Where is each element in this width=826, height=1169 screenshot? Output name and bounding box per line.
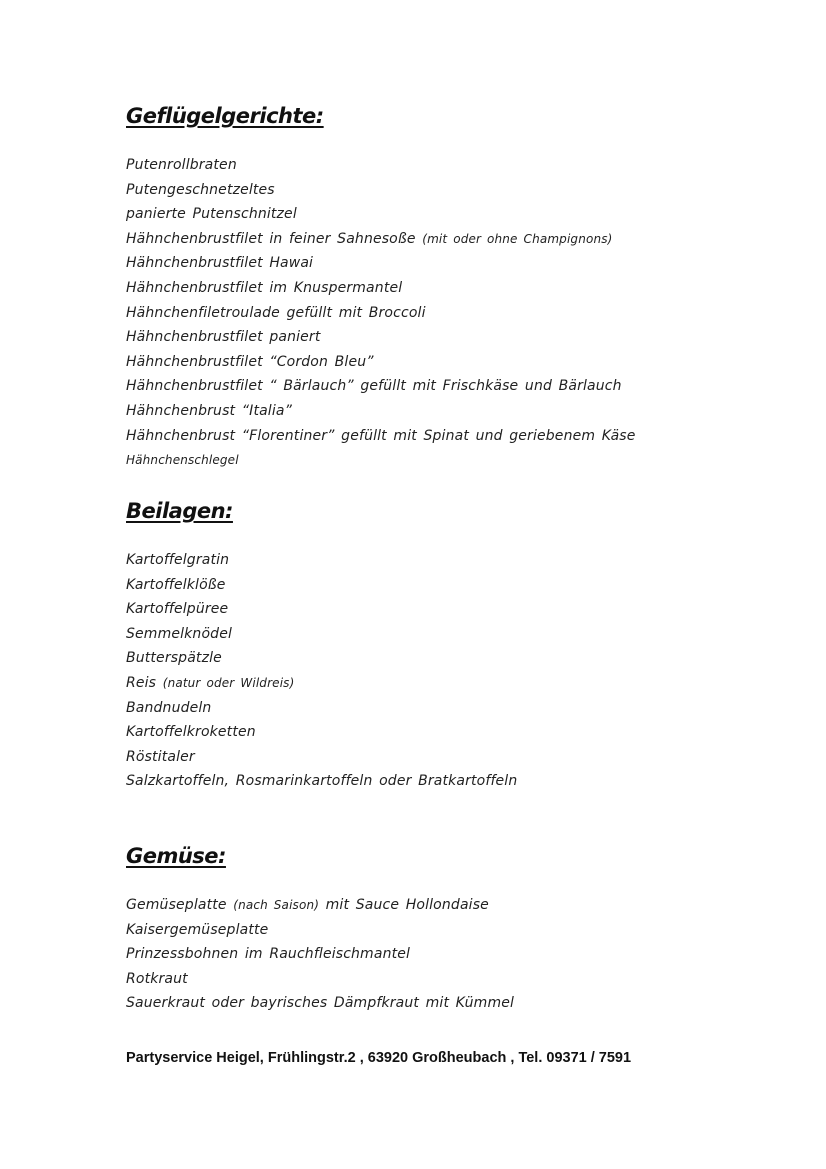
item-text: Röstitaler (126, 748, 195, 765)
gefluegel-list (126, 153, 636, 473)
list-item (126, 153, 636, 178)
list-item (126, 350, 636, 375)
list-item (126, 696, 517, 721)
list-item (126, 276, 636, 301)
list-item (126, 227, 636, 252)
item-text: Hähnchenbrustfilet im Knuspermantel (126, 279, 403, 296)
section-heading-gemuese: Gemüse: (126, 844, 226, 868)
item-text: Reis (126, 674, 163, 691)
list-item (126, 251, 636, 276)
item-note: (natur oder Wildreis) (162, 675, 295, 690)
item-text: Kaisergemüseplatte (126, 921, 269, 938)
item-text: Semmelknödel (126, 625, 233, 642)
list-item (126, 374, 636, 399)
item-text: Butterspätzle (126, 650, 222, 667)
list-item (126, 967, 514, 992)
list-item (126, 769, 517, 794)
item-text: Rotkraut (126, 970, 188, 987)
list-item (126, 893, 514, 918)
item-text: Kartoffelkroketten (126, 724, 256, 741)
item-text: Sauerkraut oder bayrisches Dämpfkraut mit Kümmel (126, 995, 515, 1012)
list-item (126, 178, 636, 203)
list-item (126, 918, 514, 943)
list-item (126, 325, 636, 350)
footer-address: Partyservice Heigel, Frühlingstr.2 , 63920 Großheubach , Tel. 09371 / 7591 (126, 1050, 632, 1066)
item-note: (mit oder ohne Champignons) (422, 231, 613, 246)
beilagen-list (126, 548, 517, 794)
list-item (126, 399, 636, 424)
list-item (126, 597, 517, 622)
item-note: (nach Saison) (233, 898, 320, 912)
item-text: Hähnchenbrust “Florentiner” gefüllt mit Spinat und geriebenem Käse (126, 427, 636, 444)
item-text: Prinzessbohnen im Rauchfleischmantel (126, 946, 411, 963)
item-text: Hähnchenbrustfilet Hawai (126, 255, 314, 272)
list-item (126, 720, 517, 745)
item-text: Hähnchenbrust “Italia” (126, 402, 293, 419)
item-text: Kartoffelpüree (126, 601, 229, 618)
item-text: Putenrollbraten (126, 157, 237, 173)
list-item (126, 301, 636, 326)
list-item (126, 448, 636, 473)
list-item (126, 622, 517, 647)
item-text: Putengeschnetzeltes (126, 181, 275, 198)
section-heading-gefluegel: Geflügelgerichte: (126, 104, 324, 128)
item-text: panierte Putenschnitzel (126, 206, 297, 223)
item-text: Hähnchenbrustfilet “Cordon Bleu” (126, 353, 374, 370)
list-item (126, 202, 636, 227)
list-item (126, 991, 514, 1016)
list-item (126, 745, 517, 770)
item-text: Bandnudeln (126, 699, 212, 716)
section-heading-beilagen: Beilagen: (126, 499, 233, 523)
list-item (126, 646, 517, 671)
list-item (126, 548, 517, 573)
item-text: Kartoffelklöße (126, 576, 226, 593)
item-text: Hähnchenbrustfilet in feiner Sahnesoße (126, 230, 423, 247)
item-text: Hähnchenbrustfilet paniert (126, 329, 321, 346)
list-item (126, 671, 517, 696)
list-item (126, 424, 636, 449)
gemuese-list (126, 893, 514, 1016)
item-text: Salzkartoffeln, Rosmarinkartoffeln oder Bratkartoffeln (126, 773, 518, 790)
item-text-after: mit Sauce Hollondaise (319, 897, 489, 913)
item-text: Gemüseplatte (126, 897, 234, 913)
item-note: Hähnchenschlegel (126, 453, 239, 468)
list-item (126, 942, 514, 967)
item-text: Kartoffelgratin (126, 552, 230, 568)
item-text: Hähnchenfiletroulade gefüllt mit Broccoli (126, 304, 426, 321)
item-text: Hähnchenbrustfilet “ Bärlauch” gefüllt mit Frischkäse und Bärlauch (126, 378, 622, 395)
list-item (126, 573, 517, 598)
